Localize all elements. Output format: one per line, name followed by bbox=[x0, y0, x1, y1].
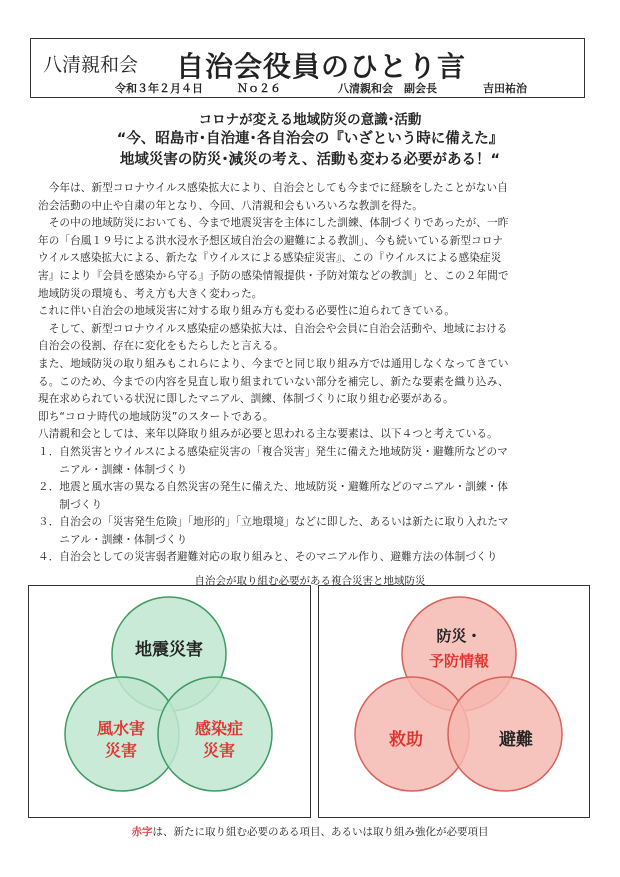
body-line: る。このため、今までの内容を見直し取り組まれていない部分を補完し、新たな要素を織り込み、 bbox=[38, 375, 509, 388]
header-divider bbox=[30, 97, 585, 98]
list-item-1: １．自然災害とウイルスによる感染症災害の「複合災害」発生に備えた地域防災・避難所などのマ bbox=[38, 445, 508, 458]
footnote-red-label: 赤字 bbox=[131, 826, 153, 838]
body-line: その中の地域防災においても、今まで地震災害を主体にした訓練、体制づくりであったが、一昨 bbox=[38, 217, 509, 230]
body-line: 自治会の役割、存在に変化をもたらしたと言える。 bbox=[38, 340, 284, 353]
list-item-4: ４．自治会としての災害弱者避難対応の取り組みと、そのマニアル作り、避難方法の体制づくり bbox=[38, 551, 498, 564]
disaster-venn-diagram bbox=[29, 586, 310, 817]
figure-caption: 自治会が取り組む必要がある複合災害と地域防災 bbox=[194, 575, 426, 587]
headline-line-1: コロナが変える地域防災の意識･活動 bbox=[198, 112, 422, 128]
headline-line-2: “今、昭島市･自治連･各自治会の『いざという時に備えた』 bbox=[116, 131, 504, 147]
venn-label-prevention-1: 防災・ bbox=[436, 627, 482, 645]
body-line: 今年は、新型コロナウイルス感染拡大により、自治会としても今までに経験をしたことがない自 bbox=[38, 182, 508, 194]
venn-label-flood-1: 風水害 bbox=[96, 719, 146, 738]
author-name: 吉田祐治 bbox=[483, 82, 527, 95]
venn-label-prevention-2: 予防情報 bbox=[428, 652, 490, 670]
prevention-venn-panel bbox=[318, 585, 590, 818]
venn-label-infection-1: 感染症 bbox=[194, 719, 244, 738]
body-line: 現在求められている状況に即したマニアル、訓練、体制づくりに取り組む必要がある。 bbox=[38, 393, 454, 406]
body-line: 地域防災の環境も、考え方も大きく変わった。 bbox=[38, 287, 263, 300]
body-line: 八清親和会としては、来年以降取り組みが必要と思われる主な要素は、以下４つと考えている。 bbox=[38, 428, 498, 441]
body-line: 治会活動の中止や自粛の年となり、今回、八清親和会もいろいろな教訓を得た。 bbox=[38, 199, 423, 212]
author-role: 八清親和会 副会長 bbox=[338, 82, 437, 95]
prevention-venn-diagram bbox=[319, 586, 589, 817]
body-line: これに伴い自治会の地域災害に対する取り組み方も変わる必要性に迫られてきている。 bbox=[38, 305, 456, 318]
footnote-text: は、新たに取り組む必要のある項目、あるいは取り組み強化が必要項目 bbox=[152, 826, 489, 838]
body-line: 害』により『会員を感染から守る』予防の感染情報提供・予防対策などの教訓」と、この２年間で bbox=[38, 269, 509, 282]
headline-line-3: 地域災害の防災･減災の考え、活動も変わる必要がある！“ bbox=[119, 152, 501, 168]
body-line: ウイルス感染拡大による、新たな『ウイルスによる感染症災害』、この『ウイルスによる感染症災 bbox=[38, 252, 502, 265]
body-line: また、地域防災の取り組みもこれらにより、今までと同じ取り組み方では通用しなくなってきてい bbox=[38, 357, 509, 370]
page-title: 自治会役員のひとり言 bbox=[176, 50, 467, 83]
body-line: そして、新型コロナウイルス感染症の感染拡大は、自治会や会員に自治会活動や、地域における bbox=[38, 322, 508, 335]
list-item-2-cont: 制づくり bbox=[38, 498, 103, 511]
issue-date: 令和３年２月４日 bbox=[115, 82, 203, 95]
organization-name: 八清親和会 bbox=[43, 54, 139, 76]
article-body bbox=[38, 180, 588, 567]
venn-label-flood-2: 災害 bbox=[104, 741, 138, 760]
venn-label-evacuation: 避難 bbox=[499, 730, 533, 750]
list-item-3-cont: ニアル・訓練・体制づくり bbox=[38, 533, 188, 546]
list-item-2: ２．地震と風水害の異なる自然災害の発生に備えた、地域防災・避難所などのマニアル・訓練・体 bbox=[38, 481, 509, 494]
body-line: 年の「台風１９号による洪水浸水予想区域自治会の避難による教訓」、今も続いている新型コロナ bbox=[38, 234, 504, 247]
disaster-venn-panel bbox=[28, 585, 311, 818]
list-item-3: ３．自治会の「災害発生危険」「地形的」「立地環境」などに即した、あるいは新たに取り入れたマ bbox=[38, 516, 509, 529]
venn-label-infection-2: 災害 bbox=[202, 741, 236, 760]
figure-footnote bbox=[0, 824, 620, 839]
venn-label-rescue: 救助 bbox=[389, 730, 423, 750]
body-line: 即ち“コロナ時代の地域防災”のスタートである。 bbox=[38, 410, 274, 423]
list-item-1-cont: ニアル・訓練・体制づくり bbox=[38, 463, 188, 476]
venn-label-earthquake: 地震災害 bbox=[135, 640, 203, 660]
issue-number: Ｎｏ２６ bbox=[237, 82, 281, 95]
